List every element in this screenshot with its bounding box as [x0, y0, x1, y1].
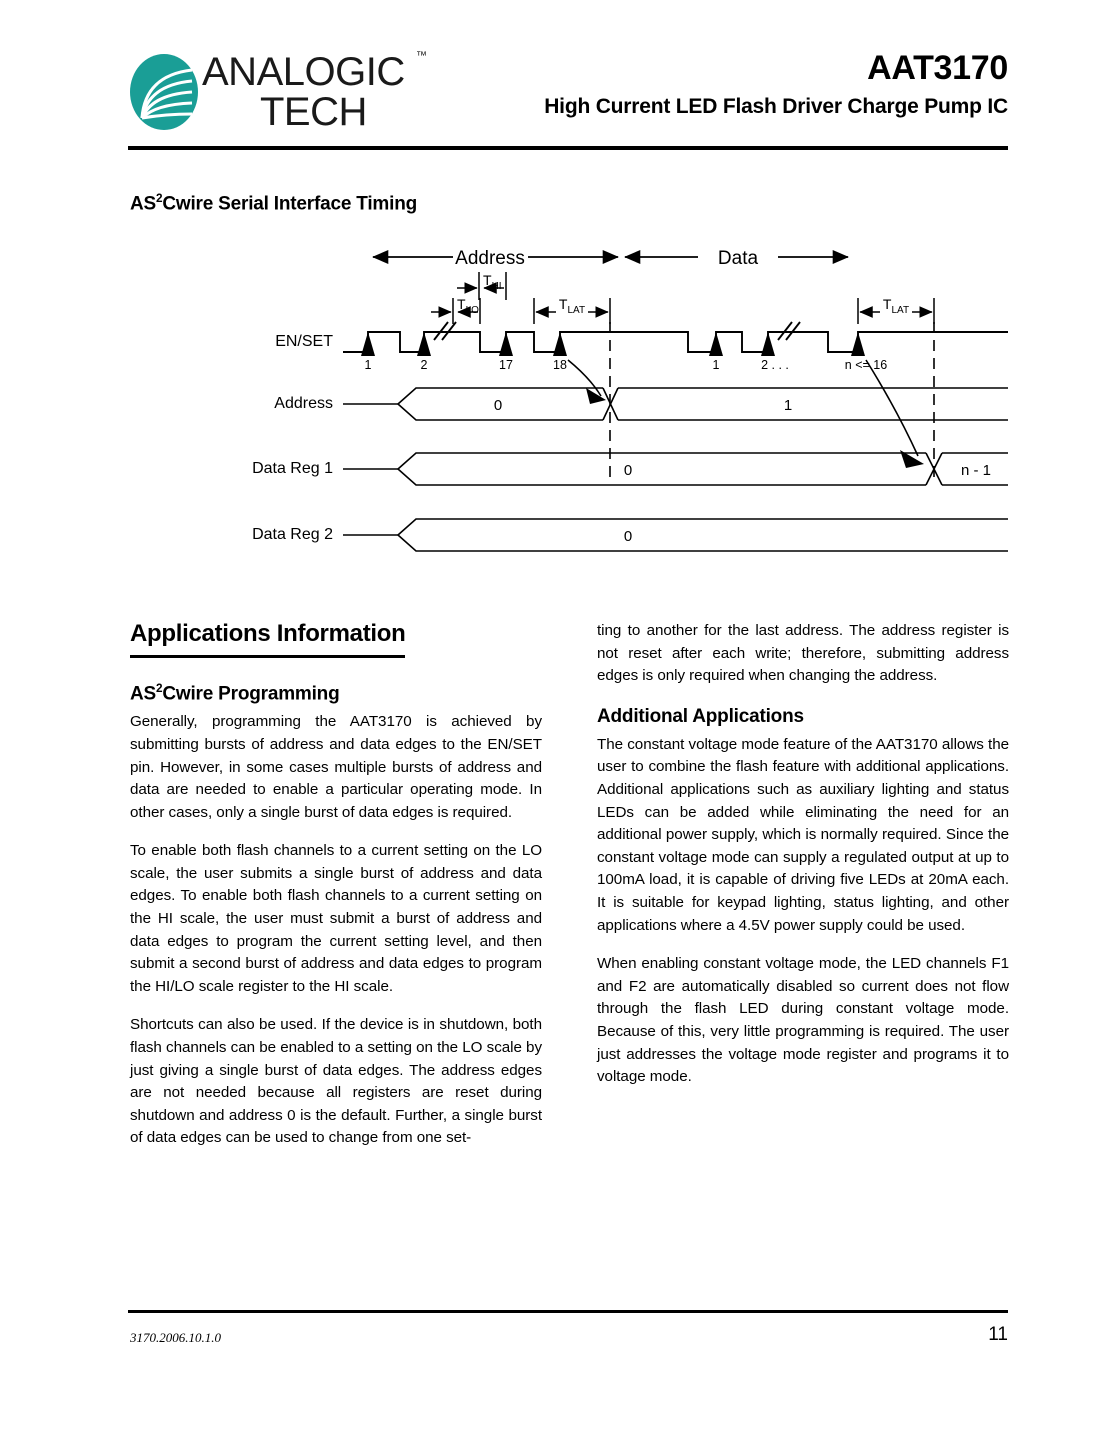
product-subtitle: High Current LED Flash Driver Charge Pump IC: [544, 95, 1008, 118]
address-bus-after: [618, 388, 1008, 420]
paragraph-constant-voltage-mode: The constant voltage mode feature of the AAT3170 allows the user to combine the flash feature with additional applications. Additional applications such as auxiliary lighting and status LEDs can be added while eliminating the need for an additional power supply, which is normally required. Since the constant voltage mode can supply a regulated output at up to 100mA load, it is capable of driving five LEDs at 20mA each. It is suitable for keypad lighting, status lighting, and other applications where a 4.5V power supply could be used.: [597, 735, 1009, 934]
data-reg-2-bus: [398, 519, 1008, 551]
timing-title-superscript: 2: [156, 192, 163, 205]
latch-guide-lines: [610, 322, 934, 478]
signal-label-data-reg-1: Data Reg 1: [252, 460, 333, 477]
timing-section-title: [130, 192, 417, 215]
paragraph-shortcuts-continued: ting to another for the last address. The address register is not reset after each write; therefore, submitting address edges is only required when changing the address.: [597, 622, 1009, 685]
signal-label-data-reg-2: Data Reg 2: [252, 526, 333, 543]
svg-text:n <= 16: n <= 16: [844, 358, 888, 372]
svg-text:18: 18: [553, 358, 567, 372]
page-number: 11: [988, 1324, 1008, 1345]
t-hi-label: $T_{HI}$: [483, 272, 502, 292]
data-reg-2-value: 0: [623, 528, 633, 545]
paragraph-enable-flash-channels: To enable both flash channels to a current setting on the LO scale, the user submits a single burst of address and data edges. To enable both flash channels to a current setting on the HI scale, the user must submit a burst of address and data edges to program the current setting level, and then submit a second burst of address and data edges to program the HI/LO scale register to the HI scale.: [130, 842, 542, 995]
logo-word-analogic: ANALOGIC: [202, 50, 405, 94]
phase-label-address: Address: [455, 248, 525, 269]
document-id: 3170.2006.10.1.0: [130, 1330, 221, 1345]
left-column: [130, 620, 542, 1150]
analogic-tech-logo-icon: [128, 52, 200, 132]
timing-diagram-svg: [128, 228, 1008, 568]
subheading-superscript: 2: [156, 682, 163, 695]
company-logo: [128, 48, 428, 144]
applications-information-heading: Applications Information: [130, 620, 405, 658]
timing-title-rest: Cwire Serial Interface Timing: [162, 193, 418, 215]
subheading-prefix: AS: [130, 683, 156, 705]
callout-arrow-data-reg-1: [866, 360, 918, 456]
as2cwire-programming-heading: [130, 682, 542, 705]
data-reg-1-before: [398, 453, 926, 485]
paragraph-voltage-mode-programming: When enabling constant voltage mode, the LED channels F1 and F2 are automatically disabled so current does not flow through the flash LED during constant voltage mode. Because of this, very little programming is required. The user just addresses the voltage mode register and programs it to voltage mode.: [597, 955, 1009, 1086]
phase-label-data: Data: [717, 248, 759, 269]
timing-title-prefix: AS: [130, 193, 156, 215]
address-bus-value-before: 0: [493, 397, 503, 414]
part-number: AAT3170: [867, 49, 1008, 87]
header-titles: [408, 48, 1008, 122]
svg-text:17: 17: [499, 358, 513, 372]
t-lat-label-address: $T_{LAT}$: [558, 296, 586, 316]
right-column: [597, 620, 1009, 1089]
svg-text:2 . . .: 2 . . .: [761, 358, 789, 372]
trademark-symbol: ™: [416, 50, 427, 62]
svg-text:2: 2: [420, 358, 428, 372]
as2cwire-timing-diagram: [128, 228, 1008, 568]
pulse-count-captions: [365, 358, 888, 372]
data-reg-1-value-after: n - 1: [960, 462, 992, 479]
signal-label-address-bus: Address: [274, 395, 333, 412]
enset-waveform: [343, 332, 1008, 352]
t-lat-label-data: $T_{LAT}$: [882, 296, 910, 316]
paragraph-programming-intro: Generally, programming the AAT3170 is achieved by submitting bursts of address and data edges to the EN/SET pin. However, in some cases multiple bursts of address and data are needed to enable a particular operating mode. In other cases, only a single burst of data edges is required.: [130, 713, 542, 821]
header-divider: [128, 146, 1008, 150]
paragraph-shortcuts: Shortcuts can also be used. If the device is in shutdown, both flash channels can be enabled to a setting on the LO scale by just giving a single burst of data edges. The address edges are not needed because all registers are reset during shutdown and address 0 is the default. Further, a single burst of data edges can be used to change from one set-: [130, 1016, 542, 1147]
svg-text:1: 1: [712, 358, 720, 372]
signal-label-enset: EN/SET: [275, 333, 333, 350]
address-bus-value-after: 1: [783, 397, 793, 414]
data-reg-1-value-before: 0: [623, 462, 633, 479]
callout-arrow-address: [568, 360, 601, 396]
t-lo-label: $T_{LO}$: [457, 296, 479, 316]
additional-applications-heading: Additional Applications: [597, 705, 804, 727]
logo-word-tech: TECH: [260, 90, 367, 134]
logo-wordmark: [202, 48, 432, 140]
subheading-rest: Cwire Programming: [162, 683, 340, 705]
page-header: [128, 48, 1008, 148]
footer-divider: [128, 1310, 1008, 1313]
svg-text:1: 1: [364, 358, 372, 372]
